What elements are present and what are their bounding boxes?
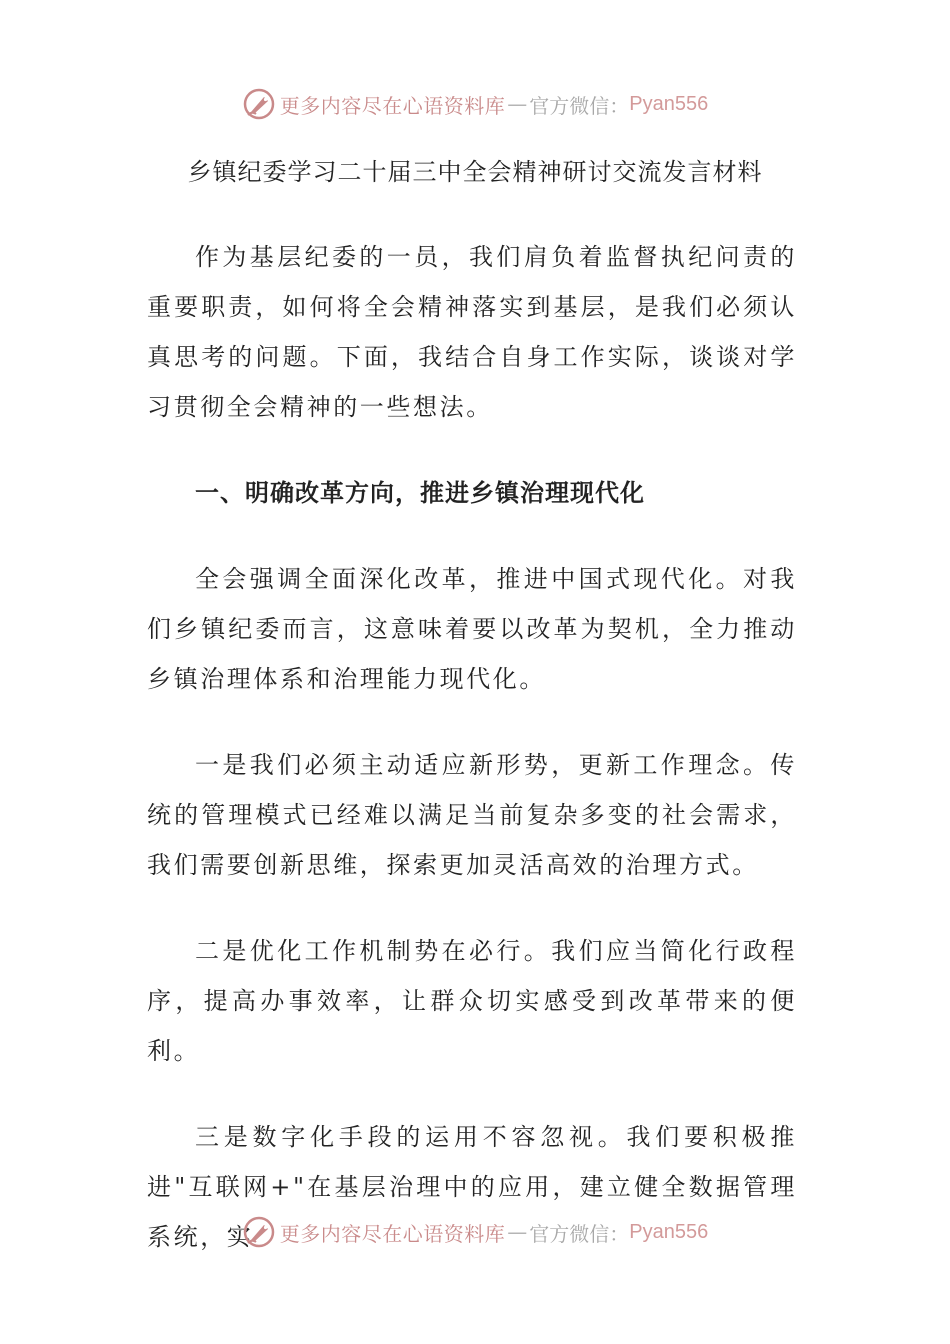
- watermark-separator: —: [507, 92, 528, 116]
- document-body: [147, 232, 797, 1262]
- pen-nib-logo-icon: [242, 87, 276, 121]
- paragraph-gap: [147, 518, 797, 554]
- paragraph-gap: [147, 890, 797, 926]
- watermark-wechat-id: Pyan556: [629, 1220, 709, 1243]
- body-paragraph: 三是数字化手段的运用不容忽视。我们要积极推进"互联网+"在基层治理中的应用，建立健全数据管理系统，实: [147, 1123, 797, 1251]
- intro-paragraph: 作为基层纪委的一员，我们肩负着监督执纪问责的重要职责，如何将全会精神落实到基层，是我们必须认真思考的问题。下面，我结合自身工作实际，谈谈对学习贯彻全会精神的一些想法。: [147, 243, 797, 421]
- watermark-wechat-label: 官方微信：: [529, 1221, 630, 1246]
- watermark-banner-bottom: [0, 1212, 950, 1252]
- body-paragraph: 二是优化工作机制势在必行。我们应当简化行政程序，提高办事效率，让群众切实感受到改革带来的便利。: [147, 937, 797, 1065]
- watermark-separator: —: [507, 1220, 528, 1244]
- body-paragraph: 一是我们必须主动适应新形势，更新工作理念。传统的管理模式已经难以满足当前复杂多变的社会需求，我们需要创新思维，探索更加灵活高效的治理方式。: [147, 751, 797, 879]
- document-title: 乡镇纪委学习二十届三中全会精神研讨交流发言材料: [187, 158, 763, 186]
- paragraph-gap: [147, 1076, 797, 1112]
- body-paragraph: 全会强调全面深化改革，推进中国式现代化。对我们乡镇纪委而言，这意味着要以改革为契机，全力推动乡镇治理体系和治理能力现代化。: [147, 565, 797, 693]
- watermark-banner-top: [0, 84, 950, 124]
- section-heading: 一、明确改革方向，推进乡镇治理现代化: [195, 479, 645, 507]
- watermark-wechat-label: 官方微信：: [529, 93, 630, 118]
- watermark-text: 更多内容尽在心语资料库: [279, 93, 506, 118]
- pen-nib-logo-icon: [242, 1215, 276, 1249]
- paragraph-gap: [147, 704, 797, 740]
- paragraph-gap: [147, 432, 797, 468]
- watermark-text: 更多内容尽在心语资料库: [279, 1221, 506, 1246]
- watermark-wechat-id: Pyan556: [629, 92, 709, 115]
